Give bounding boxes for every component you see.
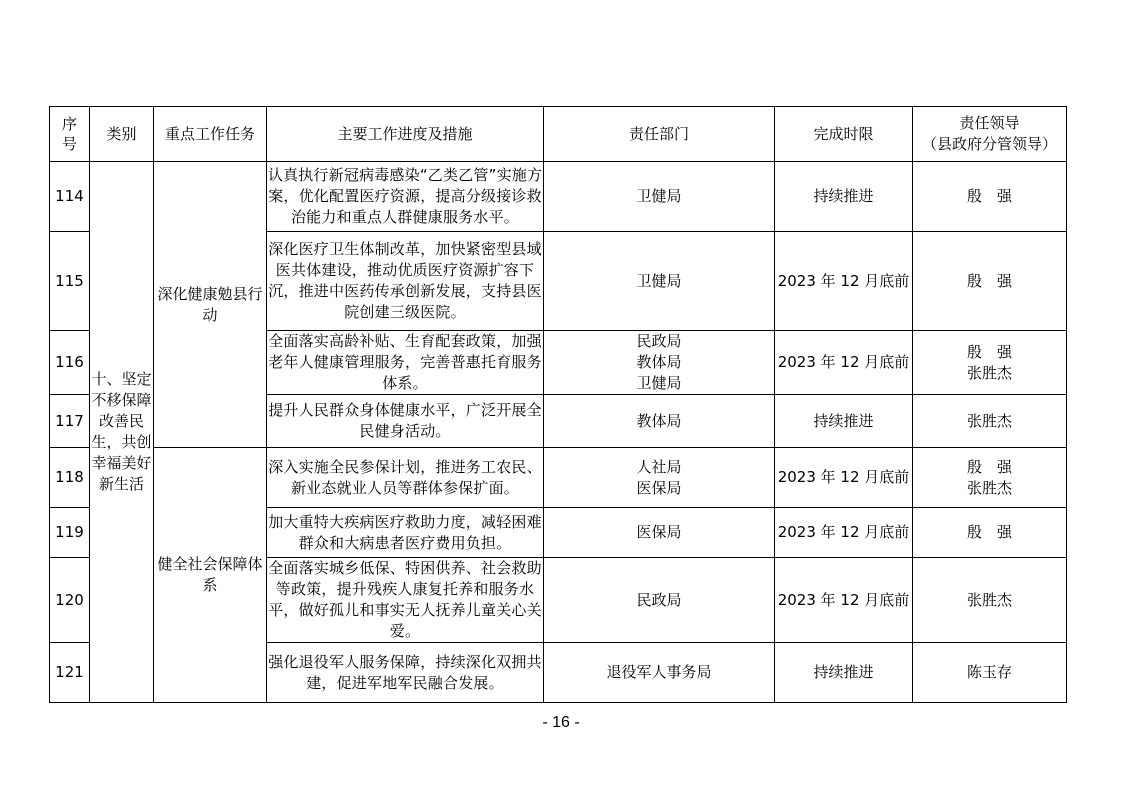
- row-measure: 提升人民群众身体健康水平，广泛开展全民健身活动。: [267, 395, 544, 448]
- task-group-health: 深化健康勉县行动: [154, 162, 267, 448]
- row-measure: 加大重特大疾病医疗救助力度，减轻困难群众和大病患者医疗费用负担。: [267, 508, 544, 558]
- header-leader: 责任领导 （县政府分管领导）: [913, 107, 1067, 162]
- row-department: 教体局: [544, 395, 775, 448]
- header-deadline: 完成时限: [775, 107, 913, 162]
- row-deadline: 持续推进: [775, 643, 913, 703]
- row-leader: 殷 强 张胜杰: [913, 448, 1067, 508]
- row-leader: 殷 强: [913, 162, 1067, 232]
- row-department: 民政局: [544, 558, 775, 643]
- row-deadline: 持续推进: [775, 395, 913, 448]
- row-measure: 深化医疗卫生体制改革，加快紧密型县域医共体建设，推动优质医疗资源扩容下沉，推进中医药传承创新发展，支持县医院创建三级医院。: [267, 232, 544, 331]
- row-measure: 全面落实高龄补贴、生育配套政策，加强老年人健康管理服务，完善普惠托育服务体系。: [267, 331, 544, 395]
- row-leader: 殷 强 张胜杰: [913, 331, 1067, 395]
- header-key-task: 重点工作任务: [154, 107, 267, 162]
- row-measure: 认真执行新冠病毒感染“乙类乙管”实施方案，优化配置医疗资源，提高分级接诊救治能力和重点人群健康服务水平。: [267, 162, 544, 232]
- row-seq: 115: [50, 232, 90, 331]
- row-department: 医保局: [544, 508, 775, 558]
- row-deadline: 2023 年 12 月底前: [775, 508, 913, 558]
- row-deadline: 2023 年 12 月底前: [775, 232, 913, 331]
- row-department: 卫健局: [544, 232, 775, 331]
- header-department: 责任部门: [544, 107, 775, 162]
- row-seq: 118: [50, 448, 90, 508]
- row-seq: 119: [50, 508, 90, 558]
- row-deadline: 2023 年 12 月底前: [775, 558, 913, 643]
- row-department: 民政局 教体局 卫健局: [544, 331, 775, 395]
- page-number: - 16 -: [542, 714, 580, 731]
- row-leader: 殷 强: [913, 232, 1067, 331]
- row-leader: 陈玉存: [913, 643, 1067, 703]
- row-measure: 深入实施全民参保计划，推进务工农民、新业态就业人员等群体参保扩面。: [267, 448, 544, 508]
- row-leader: 殷 强: [913, 508, 1067, 558]
- table-row: [50, 448, 1067, 508]
- row-leader: 张胜杰: [913, 395, 1067, 448]
- table-header-row: [50, 107, 1067, 162]
- key-task-table: [49, 106, 1067, 703]
- row-measure: 强化退役军人服务保障，持续深化双拥共建，促进军地军民融合发展。: [267, 643, 544, 703]
- row-seq: 120: [50, 558, 90, 643]
- row-seq: 121: [50, 643, 90, 703]
- task-group-social-security: 健全社会保障体系: [154, 448, 267, 703]
- header-category: 类别: [90, 107, 154, 162]
- category-cell: 十、坚定不移保障改善民生，共创幸福美好新生活: [90, 162, 154, 703]
- table-row: [50, 162, 1067, 232]
- row-department: 卫健局: [544, 162, 775, 232]
- row-department: 人社局 医保局: [544, 448, 775, 508]
- row-deadline: 2023 年 12 月底前: [775, 448, 913, 508]
- row-department: 退役军人事务局: [544, 643, 775, 703]
- header-measures: 主要工作进度及措施: [267, 107, 544, 162]
- row-seq: 114: [50, 162, 90, 232]
- row-seq: 117: [50, 395, 90, 448]
- row-seq: 116: [50, 331, 90, 395]
- row-leader: 张胜杰: [913, 558, 1067, 643]
- row-measure: 全面落实城乡低保、特困供养、社会救助等政策，提升残疾人康复托养和服务水平，做好孤儿和事实无人抚养儿童关心关爱。: [267, 558, 544, 643]
- row-deadline: 2023 年 12 月底前: [775, 331, 913, 395]
- header-seq: 序 号: [50, 107, 90, 162]
- row-deadline: 持续推进: [775, 162, 913, 232]
